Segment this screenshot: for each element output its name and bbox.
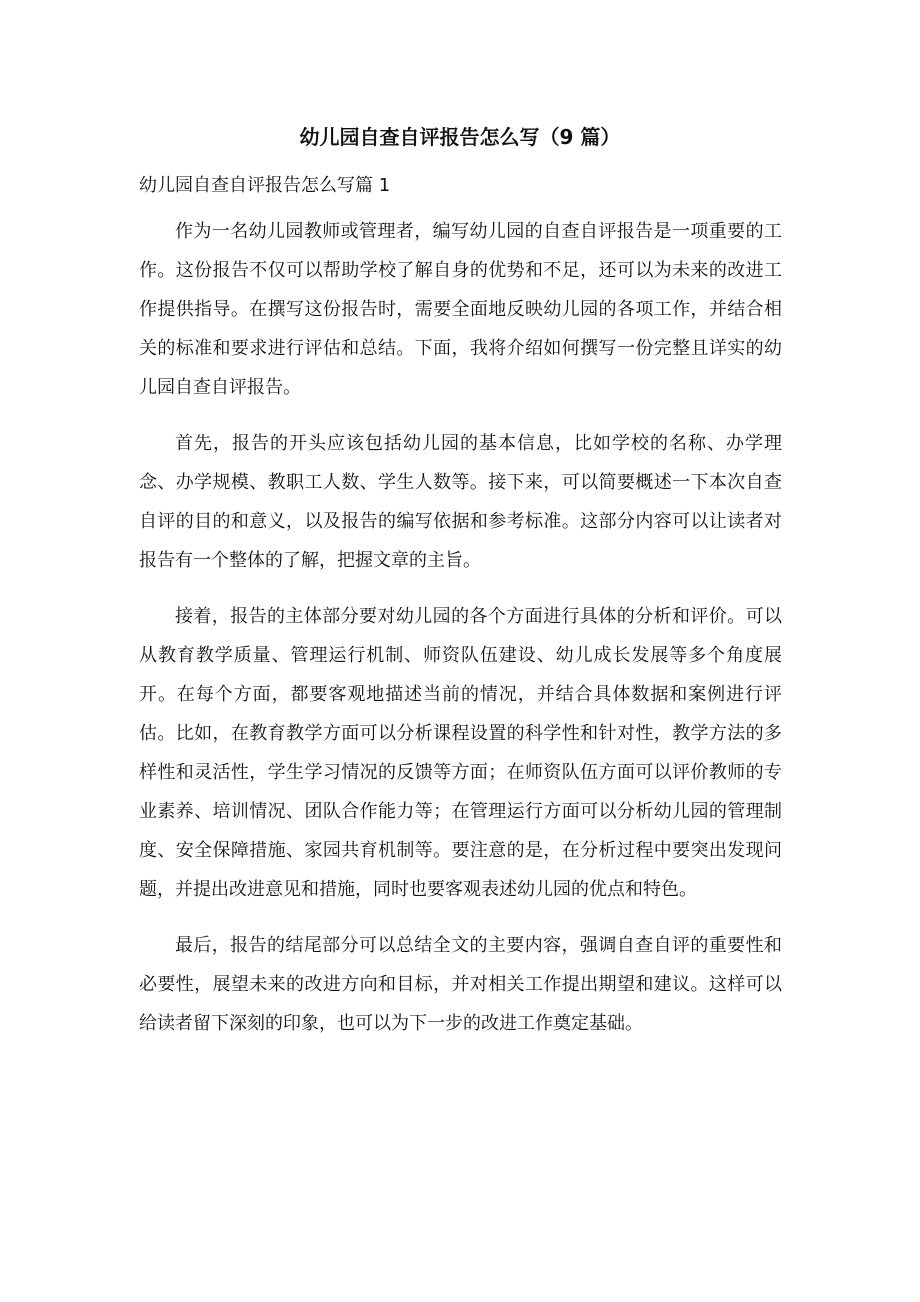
paragraph-conclusion: 最后，报告的结尾部分可以总结全文的主要内容，强调自查自评的重要性和必要性，展望未来的改进方向和目标，并对相关工作提出期望和建议。这样可以给读者留下深刻的印象，也可以为下一步的改进工作奠定基础。 xyxy=(139,935,782,1034)
paragraph-opening: 首先，报告的开头应该包括幼儿园的基本信息，比如学校的名称、办学理念、办学规模、教职工人数、学生人数等。接下来，可以简要概述一下本次自查自评的目的和意义，以及报告的编写依据和参考标准。这部分内容可以让读者对报告有一个整体的了解，把握文章的主旨。 xyxy=(139,433,782,571)
paragraph-main-body: 接着，报告的主体部分要对幼儿园的各个方面进行具体的分析和评价。可以从教育教学质量、管理运行机制、师资队伍建设、幼儿成长发展等多个角度展开。在每个方面，都要客观地描述当前的情况，并结合具体数据和案例进行评估。比如，在教育教学方面可以分析课程设置的科学性和针对性，教学方法的多样性和灵活性，学生学习情况的反馈等方面；在师资队伍方面可以评价教师的专业素养、培训情况、团队合作能力等；在管理运行方面可以分析幼儿园的管理制度、安全保障措施、家园共育机制等。要注意的是，在分析过程中要突出发现问题，并提出改进意见和措施，同时也要客观表述幼儿园的优点和特色。 xyxy=(139,606,782,900)
section-heading: 幼儿园自查自评报告怎么写篇 1 xyxy=(139,175,391,196)
paragraph-intro: 作为一名幼儿园教师或管理者，编写幼儿园的自查自评报告是一项重要的工作。这份报告不仅可以帮助学校了解自身的优势和不足，还可以为未来的改进工作提供指导。在撰写这份报告时，需要全面地反映幼儿园的各项工作，并结合相关的标准和要求进行评估和总结。下面，我将介绍如何撰写一份完整且详实的幼儿园自查自评报告。 xyxy=(139,221,782,398)
document-title: 幼儿园自查自评报告怎么写（9 篇） xyxy=(299,125,621,149)
document-body xyxy=(139,212,782,1060)
